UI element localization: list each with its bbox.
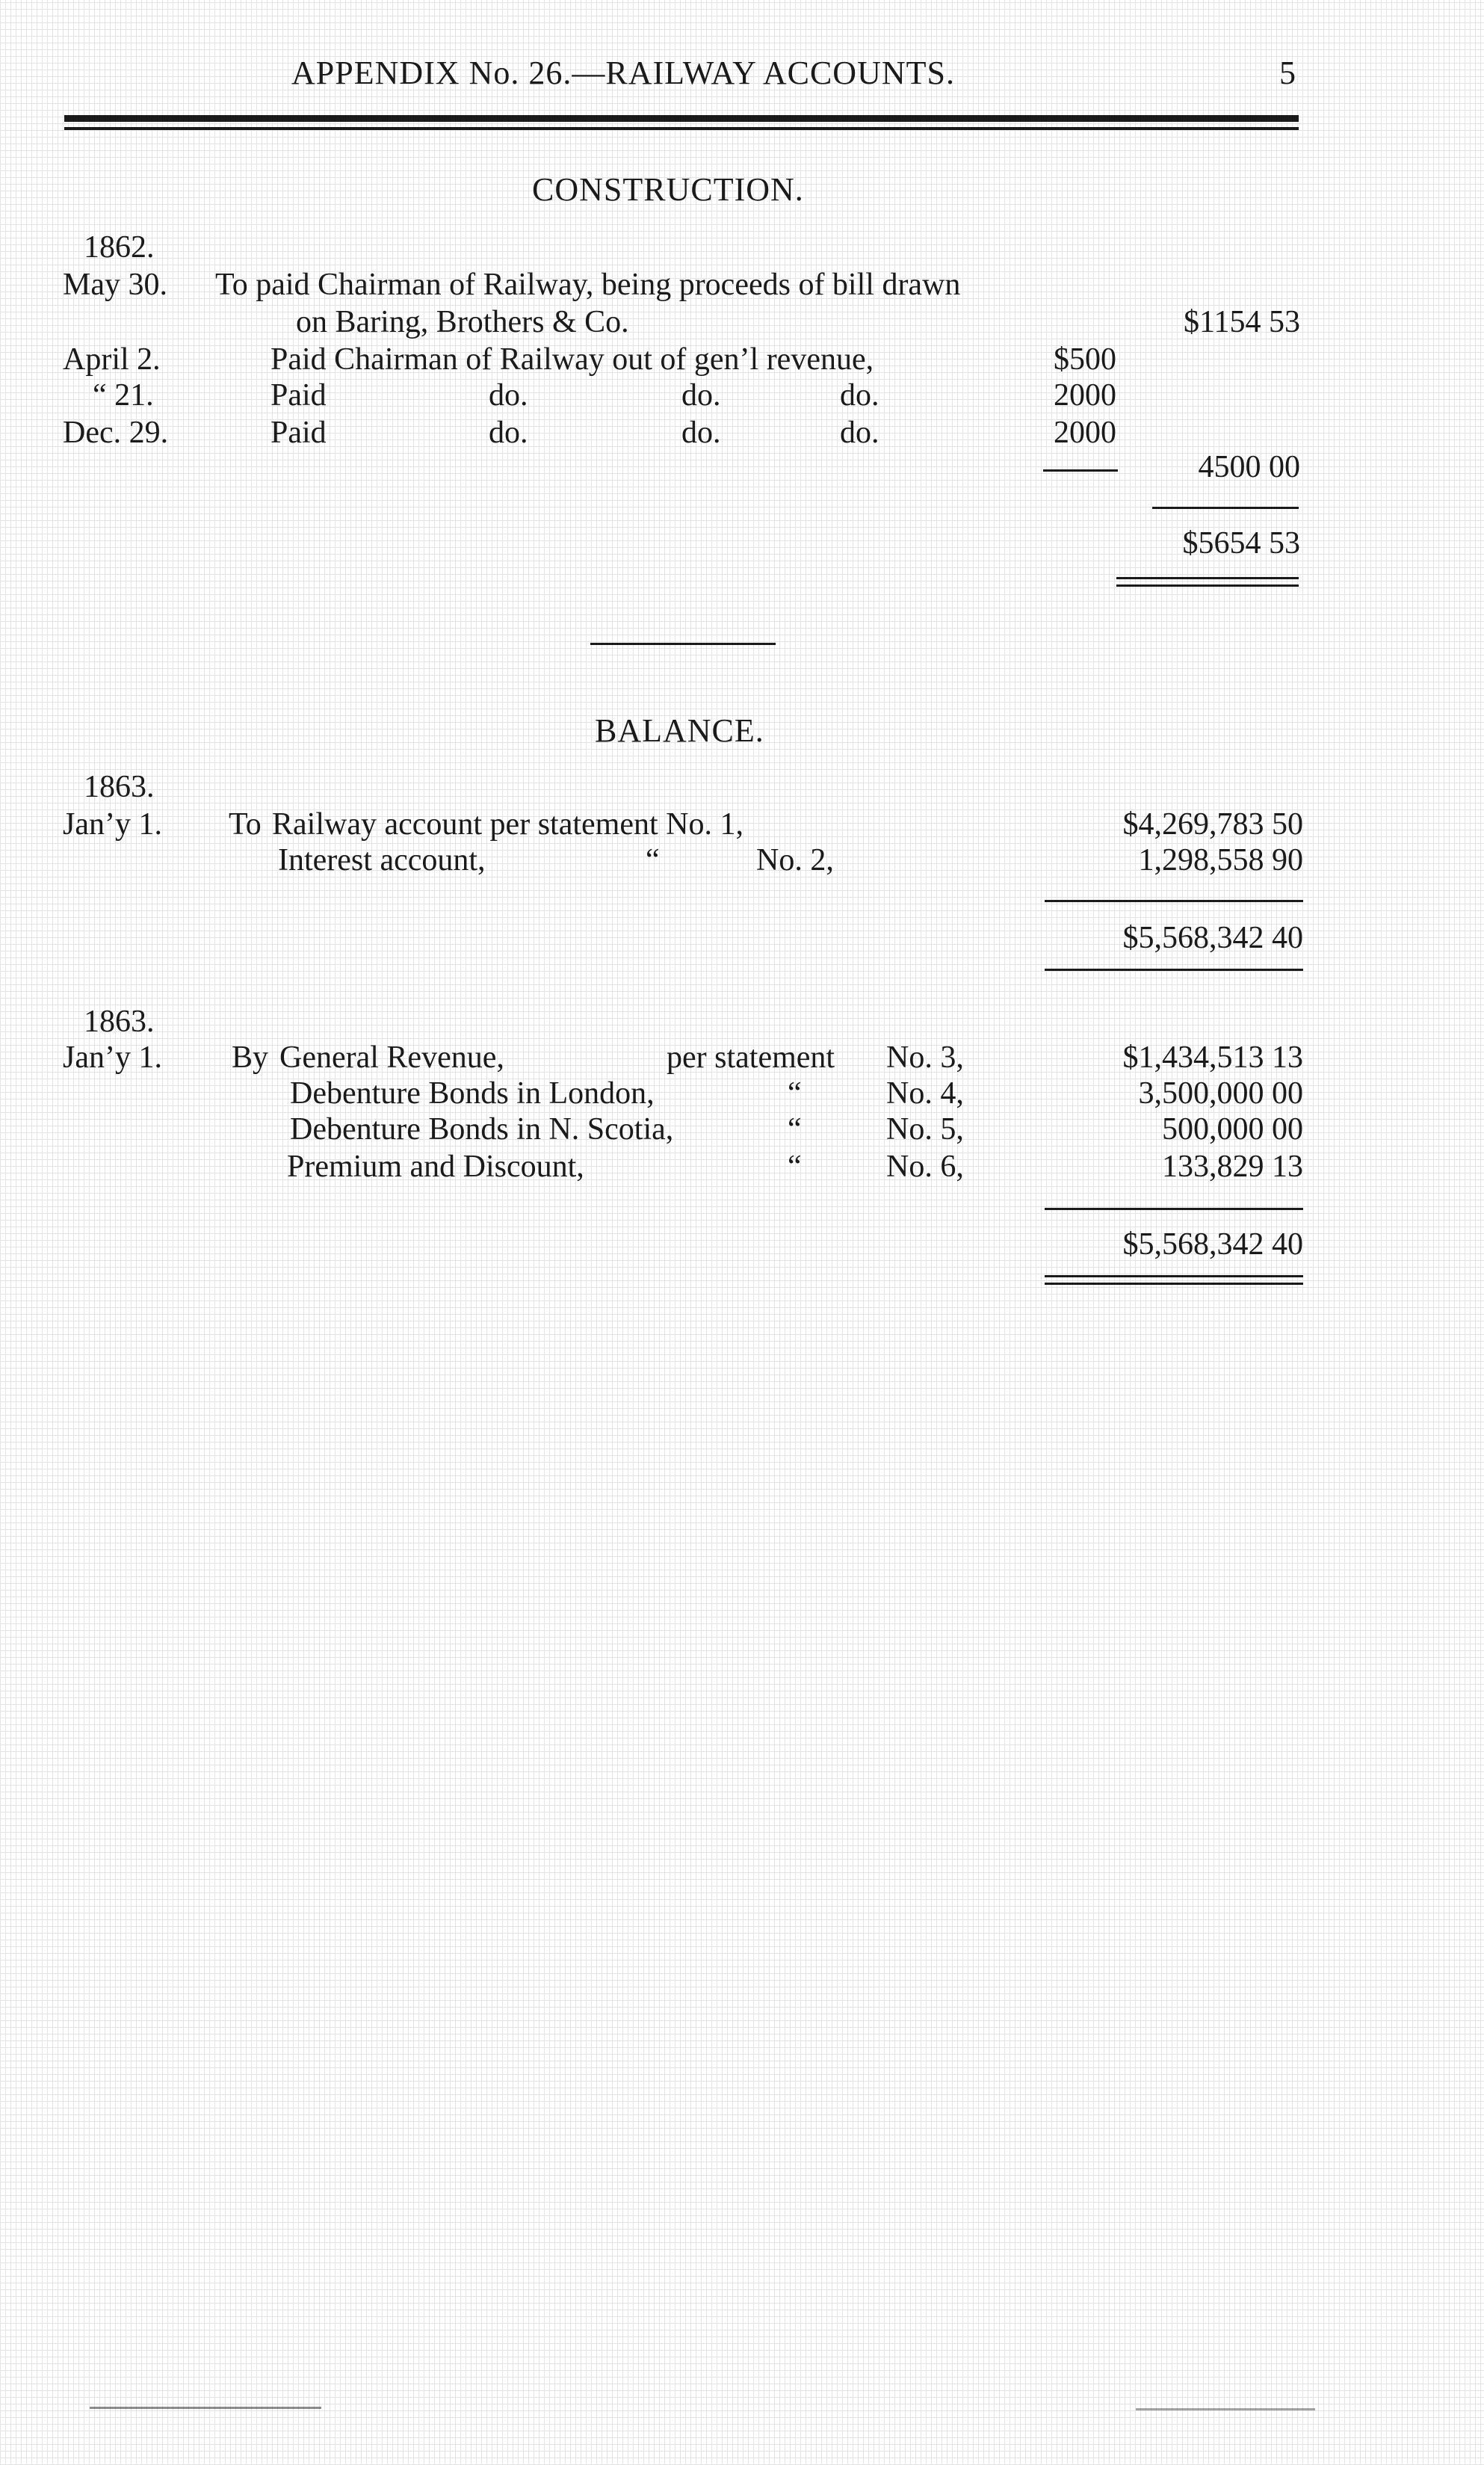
- entry-description: To paid Chairman of Railway, being proceeds of bill drawn: [215, 268, 961, 302]
- balance-debit-year: 1863.: [84, 770, 155, 804]
- total-rule: [1045, 900, 1303, 902]
- entry-amount: $1154 53: [1184, 305, 1300, 339]
- balance-debit-date: Jan’y 1.: [63, 807, 162, 842]
- total-rule-under: [1045, 969, 1303, 971]
- total-double-rule-a: [1116, 577, 1299, 579]
- bottom-margin-mark-right: [1136, 2408, 1315, 2410]
- ditto-mark: do.: [681, 378, 721, 413]
- entry-subamount: 2000: [1054, 416, 1116, 450]
- balance-credit-total: $5,568,342 40: [1122, 1227, 1303, 1262]
- entry-amount: 1,298,558 90: [1138, 843, 1303, 877]
- entry-description: Debenture Bonds in London,: [290, 1076, 655, 1111]
- entry-description: Interest account,: [278, 843, 486, 877]
- construction-heading: CONSTRUCTION.: [532, 171, 804, 208]
- entry-reference: No. 6,: [886, 1150, 964, 1184]
- entry-date: April 2.: [63, 342, 161, 377]
- ditto-mark: do.: [489, 416, 528, 450]
- entry-date: Dec. 29.: [63, 416, 169, 450]
- total-rule: [1152, 507, 1299, 509]
- balance-heading: BALANCE.: [595, 712, 764, 749]
- entry-reference: No. 2,: [756, 843, 834, 877]
- entry-ditto: per statement: [667, 1040, 835, 1075]
- entry-description: Paid Chairman of Railway out of gen’l revenue,: [270, 342, 874, 377]
- ditto-mark: do.: [681, 416, 721, 450]
- construction-subtotal: 4500 00: [1198, 450, 1300, 484]
- entry-reference: No. 3,: [886, 1040, 964, 1075]
- balance-credit-date: Jan’y 1.: [63, 1040, 162, 1075]
- balance-credit-year: 1863.: [84, 1005, 155, 1039]
- ditto-mark: do.: [489, 378, 528, 413]
- ditto-mark: do.: [840, 416, 879, 450]
- entry-prefix: To: [229, 807, 262, 842]
- ditto-mark: “: [646, 843, 660, 877]
- entry-description: Premium and Discount,: [287, 1150, 584, 1184]
- entry-subamount: 2000: [1054, 378, 1116, 413]
- entry-description: Paid: [270, 416, 327, 450]
- entry-reference: No. 4,: [886, 1076, 964, 1111]
- entry-reference: No. 5,: [886, 1112, 964, 1147]
- entry-date: May 30.: [63, 268, 167, 302]
- entry-amount: 3,500,000 00: [1138, 1076, 1303, 1111]
- header-double-rule-top: [64, 115, 1299, 122]
- bottom-margin-mark-left: [90, 2407, 321, 2409]
- ditto-mark: “: [788, 1112, 802, 1147]
- entry-subamount: $500: [1054, 342, 1116, 377]
- total-double-rule-b: [1045, 1283, 1303, 1285]
- header-double-rule-bottom: [64, 127, 1299, 130]
- entry-description: Debenture Bonds in N. Scotia,: [290, 1112, 674, 1147]
- total-rule: [1045, 1208, 1303, 1210]
- entry-amount: $4,269,783 50: [1122, 807, 1303, 842]
- balance-debit-total: $5,568,342 40: [1122, 921, 1303, 955]
- page-number: 5: [1279, 55, 1296, 91]
- entry-description: Paid: [270, 378, 327, 413]
- construction-total: $5654 53: [1182, 526, 1300, 561]
- running-header-title: APPENDIX No. 26.—RAILWAY ACCOUNTS.: [291, 55, 955, 91]
- ditto-mark: “: [788, 1076, 802, 1111]
- entry-description: Railway account per statement No. 1,: [272, 807, 743, 842]
- entry-amount: 133,829 13: [1162, 1150, 1303, 1184]
- entry-amount: $1,434,513 13: [1122, 1040, 1303, 1075]
- entry-date: “ 21.: [93, 378, 154, 413]
- total-double-rule-b: [1116, 584, 1299, 587]
- construction-year: 1862.: [84, 230, 155, 265]
- entry-amount: 500,000 00: [1162, 1112, 1303, 1147]
- entry-description: General Revenue,: [279, 1040, 504, 1075]
- total-double-rule-a: [1045, 1275, 1303, 1277]
- ditto-mark: “: [788, 1150, 802, 1184]
- ditto-mark: do.: [840, 378, 879, 413]
- entry-prefix: By: [232, 1040, 269, 1075]
- section-separator: [590, 643, 776, 645]
- entry-description-continued: on Baring, Brothers & Co.: [296, 305, 629, 339]
